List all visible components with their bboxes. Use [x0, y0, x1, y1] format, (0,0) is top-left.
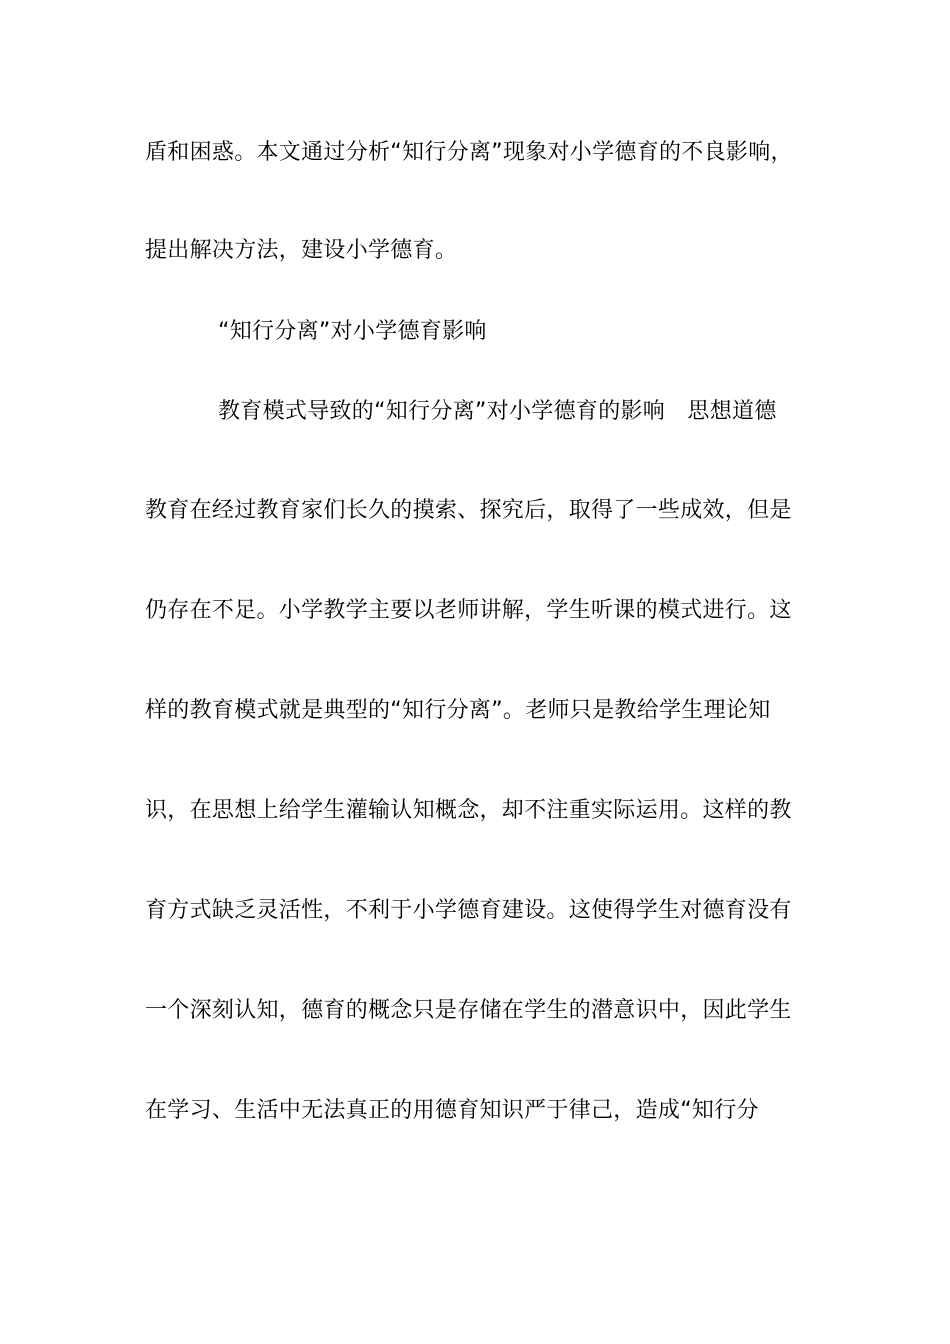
text-line-7: 样的教育模式就是典型的“知行分离”。老师只是教给学生理论知	[145, 698, 771, 723]
text-line-8: 识，在思想上给学生灌输认知概念，却不注重实际运用。这样的教	[145, 798, 792, 823]
text-line-1: 盾和困惑。本文通过分析“知行分离”现象对小学德育的不良影响，	[145, 140, 793, 165]
section-heading: “知行分离”对小学德育影响	[218, 319, 487, 344]
text-line-2: 提出解决方法，建设小学德育。	[145, 238, 458, 263]
text-line-10: 一个深刻认知，德育的概念只是存储在学生的潜意识中，因此学生	[145, 998, 792, 1023]
text-line-6: 仍存在不足。小学教学主要以老师讲解，学生听课的模式进行。这	[145, 598, 792, 623]
text-line-5: 教育在经过教育家们长久的摸索、探究后，取得了一些成效，但是	[145, 498, 792, 523]
text-line-9: 育方式缺乏灵活性，不利于小学德育建设。这使得学生对德育没有	[145, 898, 792, 923]
text-line-11: 在学习、生活中无法真正的用德育知识严于律己，造成“知行分	[145, 1098, 759, 1123]
paragraph-first-line: 教育模式导致的“知行分离”对小学德育的影响 思想道德	[218, 399, 777, 424]
